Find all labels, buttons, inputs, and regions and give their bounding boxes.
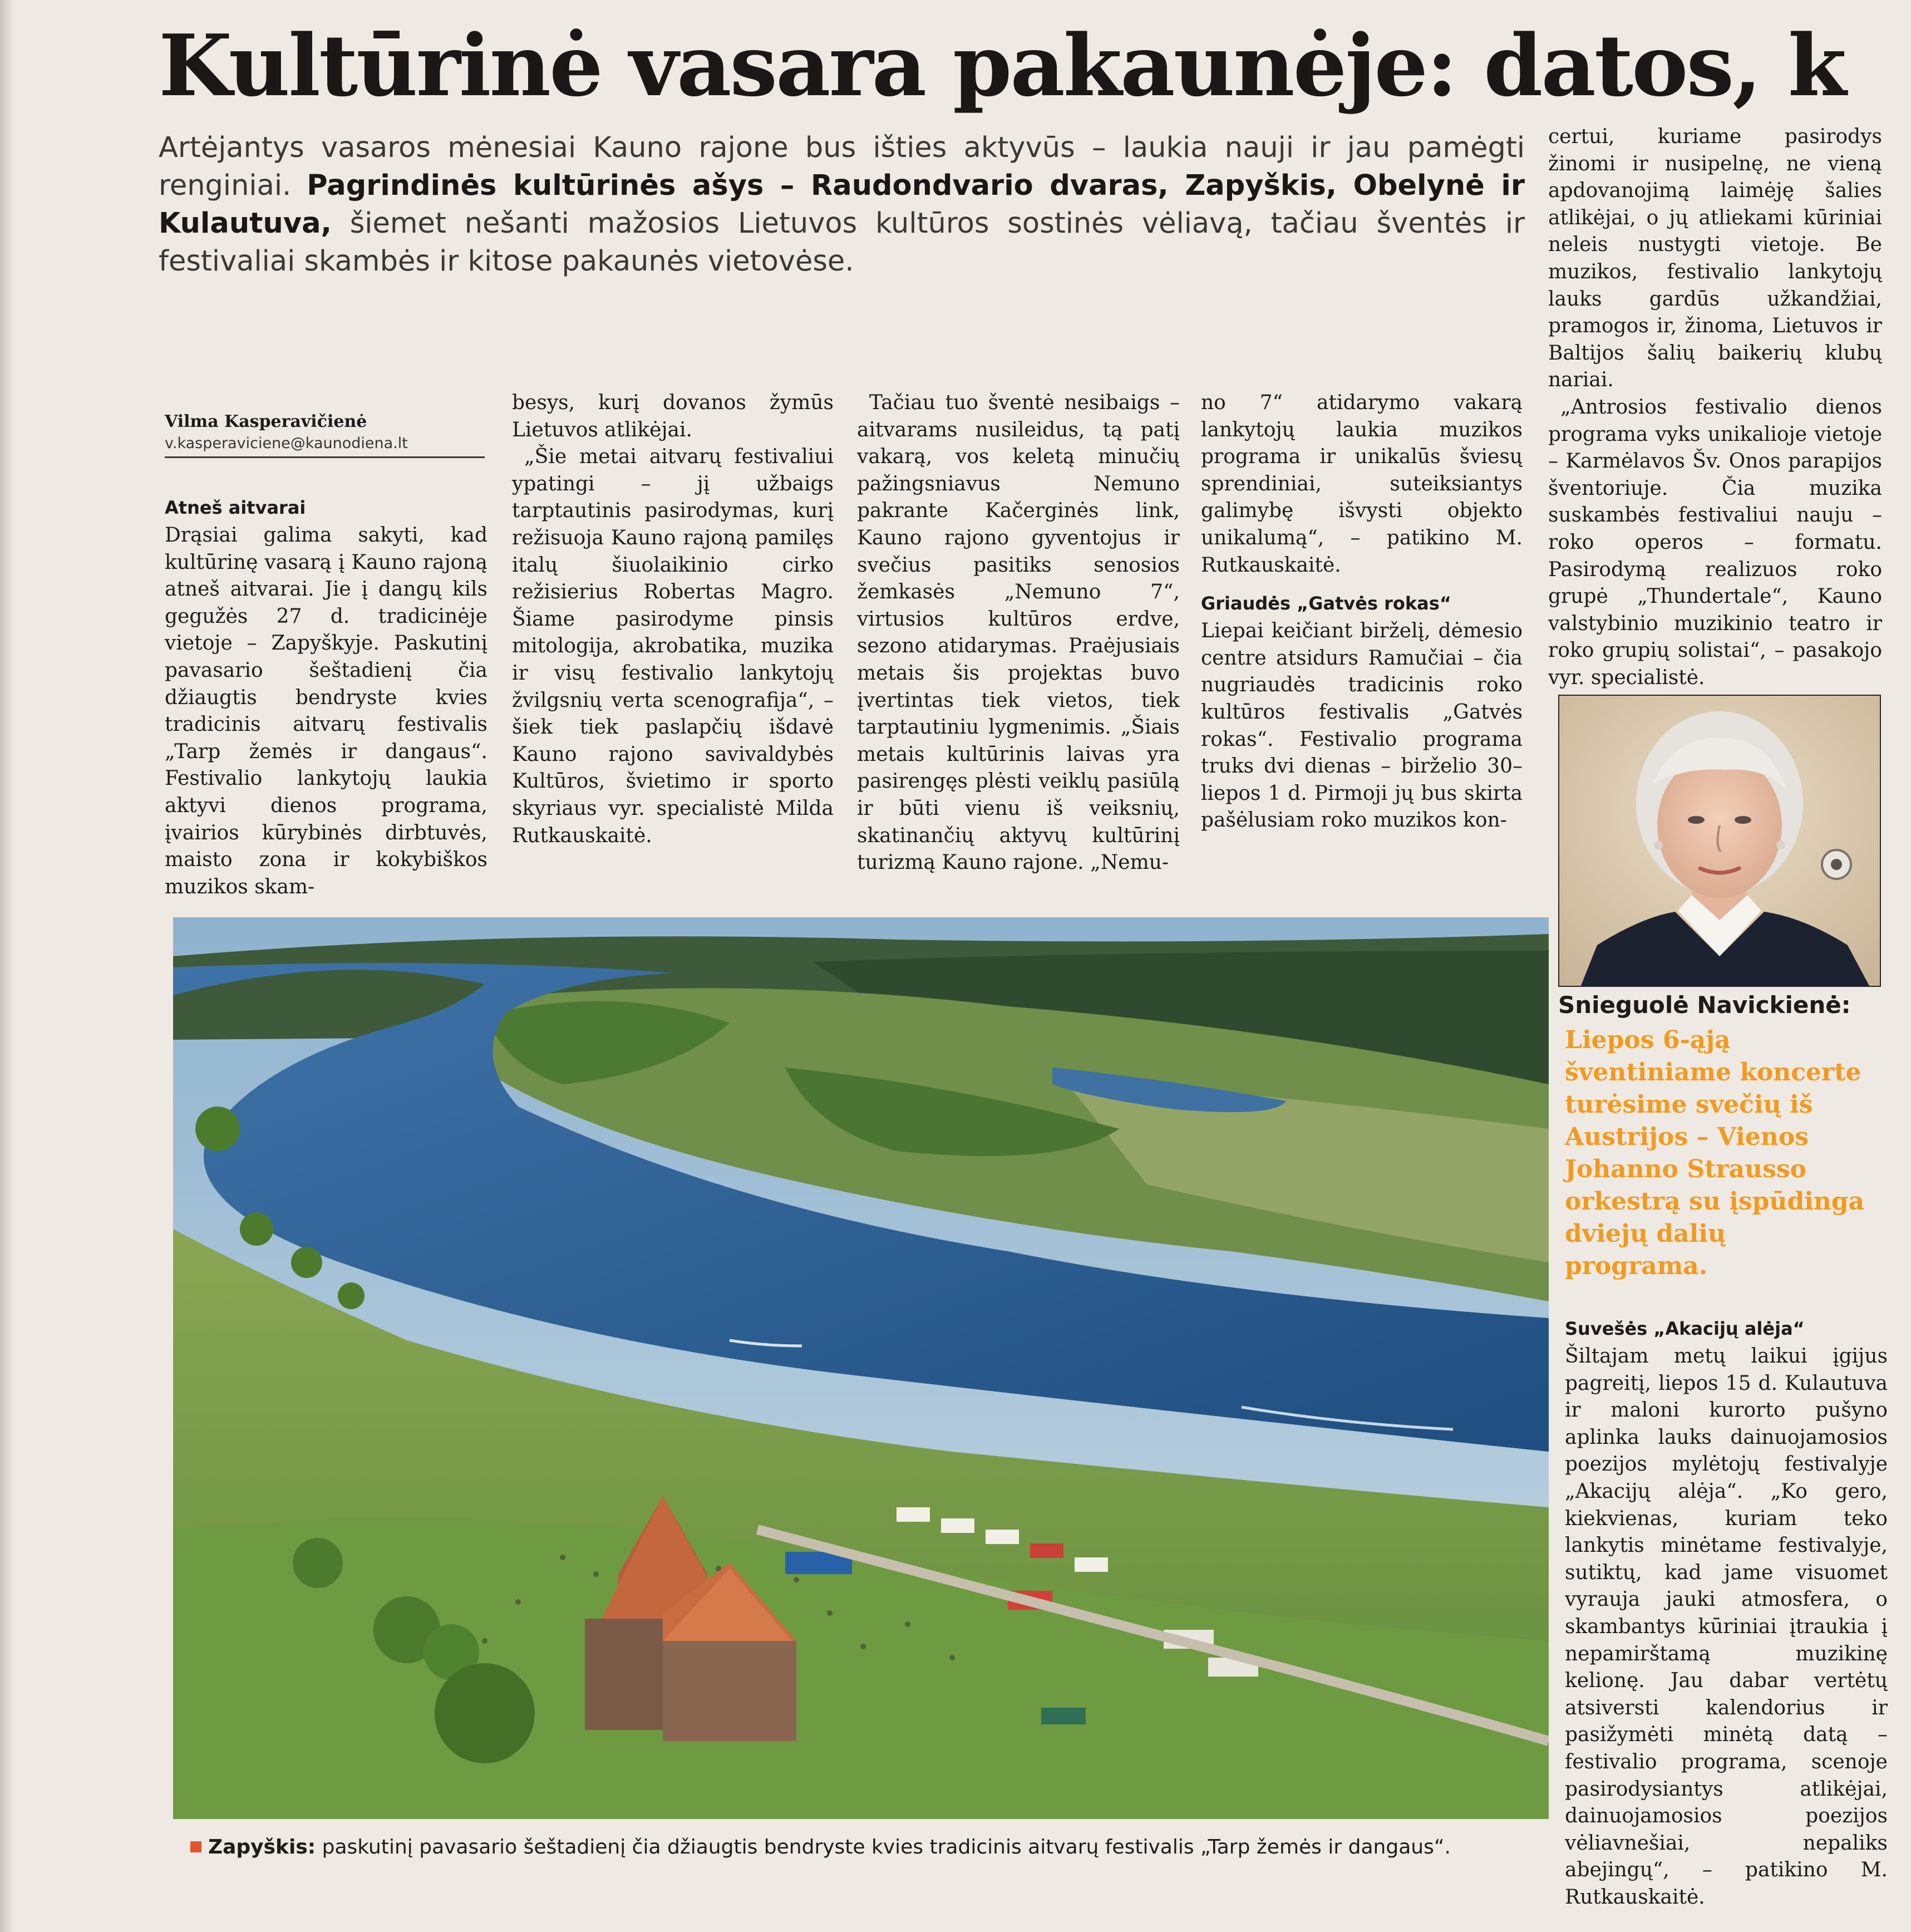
author-email: v.kasperaviciene@kaunodiena.lt: [165, 433, 485, 458]
aerial-photo-zapyskis: [173, 917, 1549, 1819]
column-5: [1548, 124, 1882, 691]
byline: [165, 411, 485, 458]
author-name: Vilma Kasperavičienė: [165, 412, 367, 431]
column-2: [512, 390, 834, 849]
pull-quote: Liepos 6-ąją šventiniame koncerte turėsime svečių iš Austrijos – Vienos Johanno Strausso orkestrą su įspūdinga dviejų dalių programa.: [1565, 1026, 1865, 1280]
quote-speaker: Snieguolė Navickienė:: [1558, 991, 1851, 1019]
lead-text-start: Artėjantys vasaros mėnesiai Kauno rajone bus išties aktyvūs – laukia nauji ir jau pamėgti renginiai.: [159, 131, 1525, 202]
subhead-gatves-rokas: Griaudės „Gatvės rokas“: [1201, 593, 1451, 614]
page-fold-shadow: [0, 0, 14, 1932]
aerial-landscape-illustration: [173, 917, 1549, 1819]
caption-text: paskutinį pavasario šeštadienį čia džiaugtis bendryste kvies tradicinis aitvarų festivalis „Tarp žemės ir dangaus“.: [316, 1836, 1451, 1859]
column-4-text-2: Liepai keičiant birželį, dėmesio centre atsidurs Ramučiai – čia nugriaudės tradicinis roko kultūros festivalis „Gatvės rokas“. Festivalio programa truks dvi dienas – birželio 30–liepos 1 d. Pirmoji jų bus skirta pašėlusiam roko muzikos kon-: [1201, 620, 1523, 832]
photo-caption: [190, 1834, 1570, 1861]
subhead-atnes-aitvarai: Atneš aitvarai: [165, 497, 306, 518]
column-4: [1201, 390, 1523, 834]
column-1: [165, 490, 487, 901]
column-6: [1565, 1311, 1888, 1911]
lead-bold: Pagrindinės kultūrinės ašys – Raudondvario dvaras, Zapyškis, Obelynė ir Kulautuva,: [159, 169, 1525, 240]
caption-label: Zapyškis:: [208, 1836, 316, 1859]
portrait-photo: [1558, 695, 1881, 987]
column-6-text: Šiltajam metų laikui įgijus pagreitį, liepos 15 d. Kulautuva ir maloni kurorto pušyno aplinka lauks dainuojamosios poezijos mylėtojų festivalyje „Akacijų alėja“. „Ko gero, kiekvienas, kuriam teko lankytis minėtame festivalyje, sutiktų, kad jame visuomet vyrauja jauki atmosfera, o skambantys kūriniai įtraukia į nepamirštamą muzikinę kelionę. Jau dabar vertėtų atsiversti kalendorius ir pasižymėti minėtą datą – festivalio programa, scenoje pasirodysiantys atlikėjai, dainuojamosios poezijos vėliavnešiai, nepaliks abejingų“, – patikino M. Rutkauskaitė.: [1565, 1345, 1888, 1909]
column-2-text-2: „Šie metai aitvarų festivaliui ypatingi – jį užbaigs tarptautinis pasirodymas, kurį režisuoja Kauno rajoną pamilęs italų šiuolaikinio cirko režisierius Robertas Magro. Šiame pasirodyme pinsis mitologija, akrobatika, muzika ir visų festivalio lankytojų žvilgsnių verta scenografija“, – šiek tiek paslapčių išdavė Kauno rajono savivaldybės Kultūros, švietimo ir sporto skyriaus vyr. specialistė Milda Rutkauskaitė.: [512, 445, 834, 847]
subhead-akaciju-aleja: Suvešės „Akacijų alėja“: [1565, 1318, 1805, 1339]
headline: Kultūrinė vasara pakaunėje: datos, k: [159, 16, 1845, 115]
portrait-illustration: [1558, 695, 1881, 987]
column-2-text-1: besys, kurį dovanos žymūs Lietuvos atlikėjai.: [512, 391, 834, 441]
caption-marker: [190, 1841, 201, 1852]
lead-text-end: šiemet nešanti mažosios Lietuvos kultūros sostinės vėliavą, tačiau šventės ir festivaliai skambės ir kitose pakaunės vietovėse.: [159, 207, 1525, 278]
column-3: [857, 390, 1180, 877]
lead-paragraph: [159, 129, 1525, 281]
column-3-text: Tačiau tuo šventė nesibaigs – aitvarams nusileidus, tą patį vakarą, vos keletą minučių pažingsniavus Nemuno pakrante Kačerginės link, Kauno rajono gyventojus ir svečius pasitiks senosios žemkasės „Nemuno 7“, virtusios kultūros erdve, sezono atidarymas. Praėjusiais metais šis projektas buvo įvertintas tiek vietos, tiek tarptautiniu lygmenimis. „Šiais metais kultūrinis laivas yra pasirengęs plėsti veiklų pasiūlą ir būti vienu iš veiksnių, skatinančių aktyvų kultūrinį turizmą Kauno rajone. „Nemu-: [857, 391, 1180, 874]
column-4-text-1: no 7“ atidarymo vakarą lankytojų laukia muzikos programa ir unikalūs šviesų sprendiniai, suteiksiantys galimybę išvysti objekto unikalumą“, – patikino M. Rutkauskaitė.: [1201, 391, 1523, 577]
column-1-text: Drąsiai galima sakyti, kad kultūrinę vasarą į Kauno rajoną atneš aitvarai. Jie į dangų kils gegužės 27 d. tradicinėje vietoje – Zapyškyje. Paskutinį pavasario šeštadienį čia džiaugtis bendryste kvies tradicinis aitvarų festivalis „Tarp žemės ir dangaus“. Festivalio lankytojų laukia aktyvi dienos programa, įvairios kūrybinės dirbtuvės, maisto zona ir kokybiškos muzikos skam-: [165, 524, 487, 898]
column-5-text-2: „Antrosios festivalio dienos programa vyks unikalioje vietoje – Karmėlavos Šv. Onos parapijos šventoriuje. Čia muzika suskambės festivaliui nauju – roko operos – formatu. Pasirodymą realizuos roko grupė „Thundertale“, Kauno valstybinio muzikinio teatro ir roko grupių solistai“, – pasakojo vyr. specialistė.: [1548, 395, 1882, 689]
column-5-text-1: certui, kuriame pasirodys žinomi ir nusipelnę, ne vieną apdovanojimą laimėję šalies atlikėjai, o jų atliekami kūriniai neleis nustygti vietoje. Be muzikos, festivalio lankytojų lauks gardūs užkandžiai, pramogos ir, žinoma, Lietuvos ir Baltijos šalių baikerių klubų nariai.: [1548, 125, 1882, 392]
